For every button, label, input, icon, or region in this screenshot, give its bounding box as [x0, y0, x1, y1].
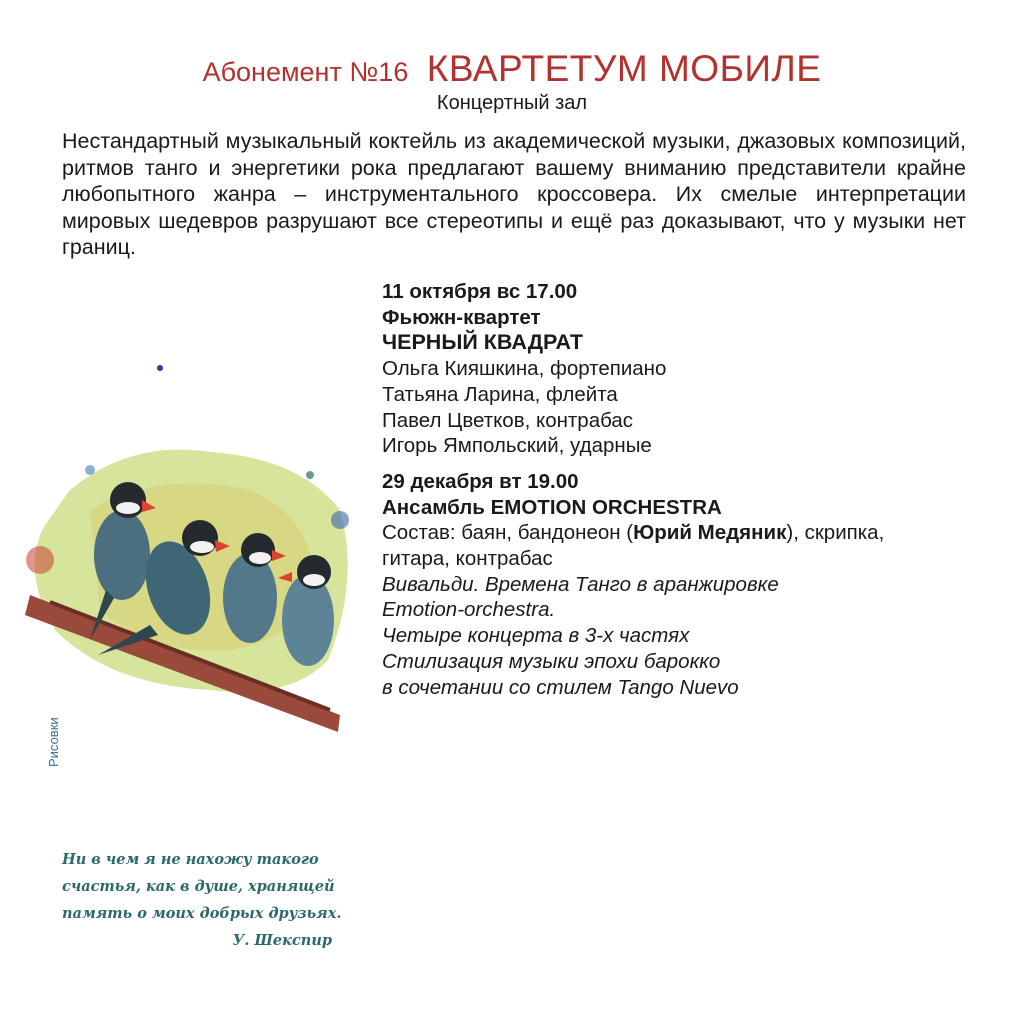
quote-line: память о моих добрых друзьях.: [62, 905, 342, 922]
event-2-program-line: Вивальди. Времена Танго в аранжировке: [382, 572, 779, 596]
event-1-date: 11 октября вс 17.00: [382, 280, 578, 303]
quote-line: счастья, как в душе, хранящей: [62, 878, 335, 895]
event-1-performer: Павел Цветков, контрабас: [382, 408, 634, 432]
concert-title: КВАРТЕТУМ МОБИЛЕ: [426, 48, 822, 89]
quote-block: [62, 846, 342, 954]
lineup-suffix: ), скрипка,: [786, 521, 885, 545]
subscription-label: Абонемент №16: [202, 57, 409, 87]
event-2-lineup: [382, 520, 1002, 546]
page-header: [0, 48, 1024, 90]
event-2-program-line: Четыре концерта в 3-х частях: [382, 624, 690, 648]
illustration-credit: Рисовки: [46, 717, 61, 767]
event-2-program-line: Emotion-orchestra.: [382, 598, 556, 622]
lineup-soloist: Юрий Медяник: [633, 521, 787, 545]
event-1-performer: Игорь Ямпольский, ударные: [382, 434, 652, 458]
venue: Концертный зал: [436, 92, 588, 114]
event-1-name: ЧЕРНЫЙ КВАДРАТ: [382, 330, 584, 355]
events-block: [382, 279, 1002, 700]
event-2-ensemble: Ансамбль EMOTION ORCHESTRA: [382, 495, 722, 519]
event-2-program-line: Стилизация музыки эпохи барокко: [382, 649, 721, 673]
event-2-lineup-cont: гитара, контрабас: [382, 547, 553, 571]
event-1-genre: Фьюжн-квартет: [382, 305, 541, 329]
quote-line: Ни в чем я не нахожу такого: [62, 851, 319, 868]
birds-watercolor-illustration: [10, 340, 370, 760]
event-2-date: 29 декабря вт 19.00: [382, 469, 579, 493]
event-2-program-line: в сочетании со стилем Tango Nuevo: [382, 675, 739, 699]
lineup-prefix: Состав: баян, бандонеон (: [382, 521, 634, 545]
quote-author: У. Шекспир: [232, 932, 332, 949]
intro-paragraph: Нестандартный музыкальный коктейль из академической музыки, джазовых композиций, ритмов танго и энергетики рока предлагают вашему вниманию представители крайне любопытного жанра – инструментального кроссовера. Их смелые интерпретации мировых шедевров разрушают все стереотипы и ещё раз доказывают, что у музыки нет границ.: [62, 129, 966, 259]
event-1-performer: Ольга Кияшкина, фортепиано: [382, 357, 667, 381]
event-1-performer: Татьяна Ларина, флейта: [382, 382, 618, 406]
